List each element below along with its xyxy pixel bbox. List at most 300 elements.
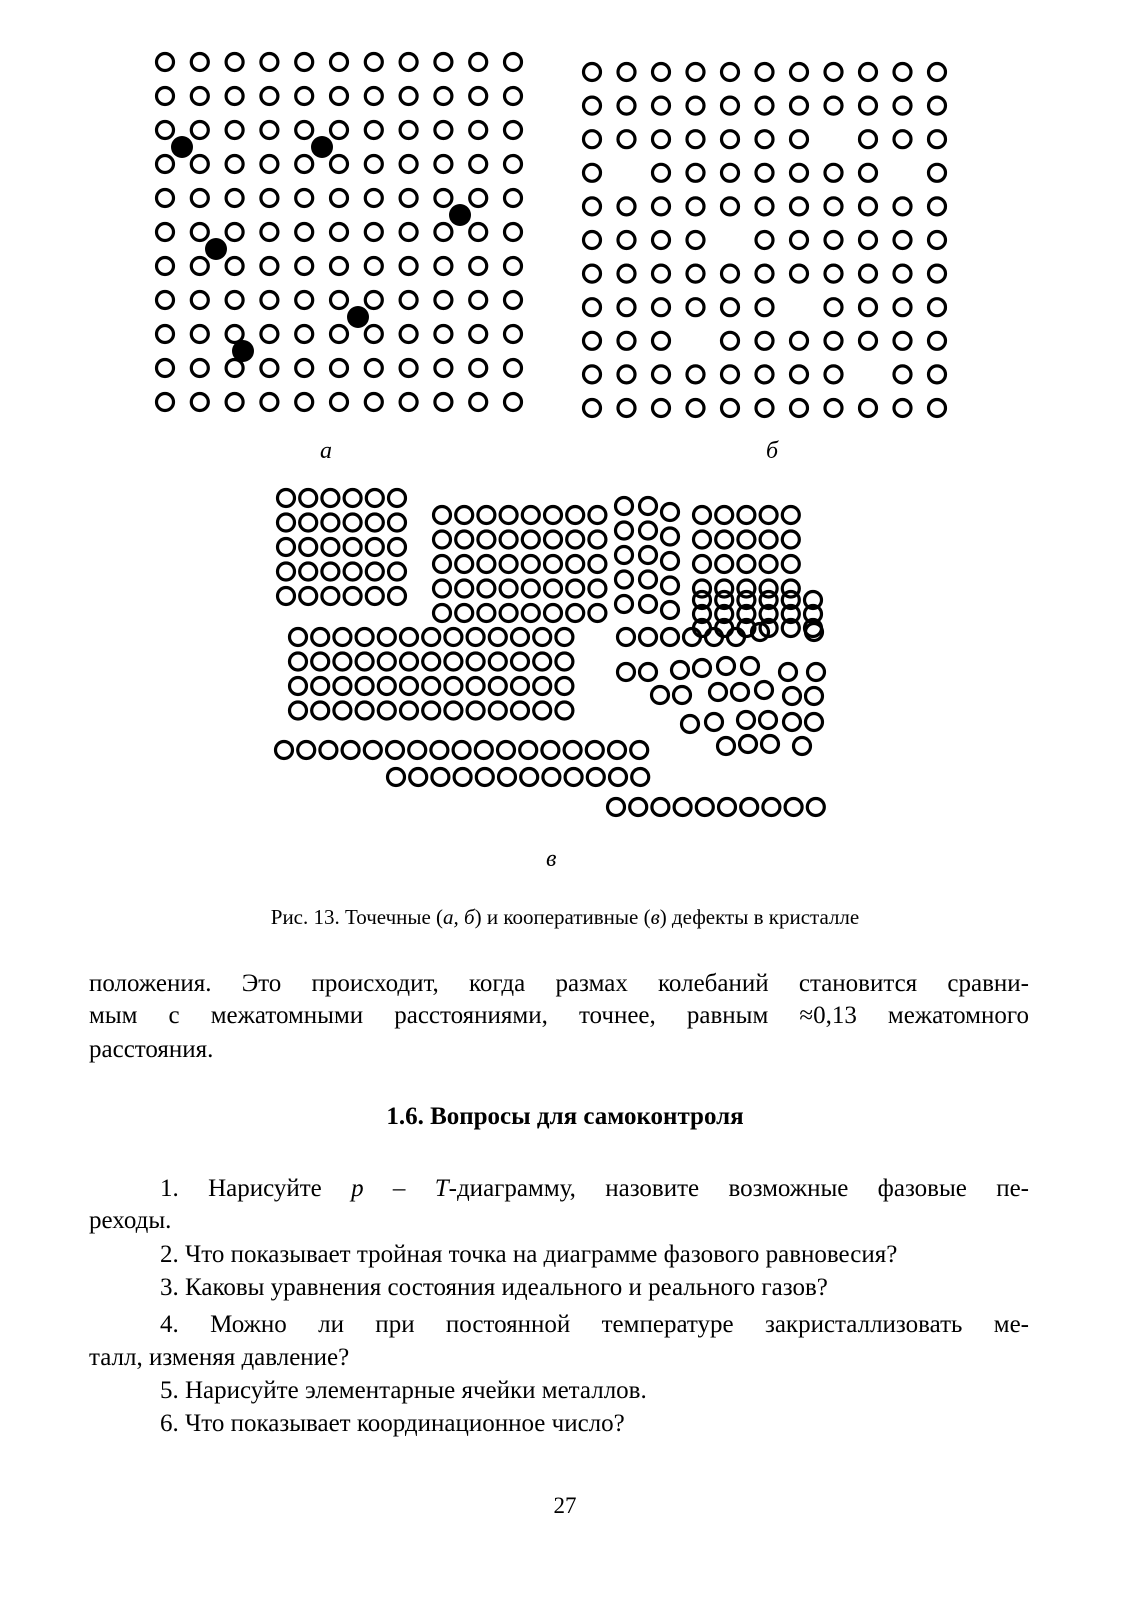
- caption-c: в: [650, 905, 660, 929]
- lattice-atom: [454, 769, 471, 786]
- lattice-atom: [696, 799, 713, 816]
- lattice-atom: [756, 232, 773, 249]
- disordered-atom: [618, 629, 635, 646]
- lattice-atom: [505, 156, 522, 173]
- lattice-atom: [278, 588, 295, 605]
- lattice-atom: [157, 360, 174, 377]
- lattice-atom: [489, 629, 506, 646]
- lattice-atom: [894, 131, 911, 148]
- lattice-atom: [365, 88, 382, 105]
- page-number: 27: [553, 1493, 577, 1518]
- question-3: 3. Каковы уравнения состояния идеального и реального газов?: [160, 1274, 828, 1301]
- disordered-atom: [674, 687, 691, 704]
- lattice-atom: [467, 629, 484, 646]
- lattice-atom: [589, 531, 606, 548]
- lattice-atom: [716, 507, 733, 524]
- lattice-atom: [763, 799, 780, 816]
- lattice-atom: [584, 131, 601, 148]
- lattice-atom: [456, 605, 473, 622]
- lattice-atom: [782, 556, 799, 573]
- lattice-atom: [608, 799, 625, 816]
- lattice-atom: [505, 190, 522, 207]
- lattice-atom: [157, 190, 174, 207]
- disordered-atom: [808, 664, 825, 681]
- lattice-atom: [296, 190, 313, 207]
- lattice-atom: [261, 258, 278, 275]
- lattice-atom: [278, 563, 295, 580]
- lattice-atom: [322, 514, 339, 531]
- lattice-atom: [387, 742, 404, 759]
- lattice-atom: [756, 131, 773, 148]
- lattice-atom: [618, 198, 635, 215]
- lattice-atom: [400, 54, 417, 71]
- lattice-atom: [157, 224, 174, 241]
- disordered-atom: [718, 658, 735, 675]
- caption-mid: ) и кооперативные (: [474, 905, 651, 929]
- lattice-atom: [296, 88, 313, 105]
- lattice-atom: [389, 539, 406, 556]
- interstitial-atom: [205, 238, 227, 260]
- lattice-atom: [400, 326, 417, 343]
- lattice-atom: [331, 360, 348, 377]
- lattice-atom: [929, 265, 946, 282]
- lattice-atom: [157, 258, 174, 275]
- lattice-atom: [366, 539, 383, 556]
- lattice-atom: [435, 394, 452, 411]
- lattice-atom: [791, 332, 808, 349]
- lattice-atom: [300, 514, 317, 531]
- lattice-atom: [320, 742, 337, 759]
- question-1: [89, 1173, 1029, 1205]
- lattice-atom: [331, 258, 348, 275]
- lattice-atom: [505, 54, 522, 71]
- lattice-atom: [226, 224, 243, 241]
- lattice-atom: [694, 507, 711, 524]
- lattice-atom: [470, 326, 487, 343]
- boundary-atom: [640, 498, 657, 515]
- lattice-atom: [500, 605, 517, 622]
- lattice-atom: [687, 299, 704, 316]
- lattice-atom: [556, 702, 573, 719]
- lattice-atom: [344, 563, 361, 580]
- disordered-atom: [718, 738, 735, 755]
- lattice-atom: [331, 326, 348, 343]
- lattice-atom: [587, 769, 604, 786]
- question-1-rest: -диаграмму, назовите возможные фазовые пе-: [448, 1175, 1029, 1202]
- lattice-atom: [364, 742, 381, 759]
- lattice-atom: [434, 605, 451, 622]
- lattice-atom: [191, 360, 208, 377]
- lattice-atom: [556, 629, 573, 646]
- lattice-atom: [618, 265, 635, 282]
- lattice-atom: [435, 190, 452, 207]
- lattice-atom: [226, 190, 243, 207]
- question-2: 2. Что показывает тройная точка на диаграмме фазового равновесия?: [160, 1241, 898, 1268]
- lattice-atom: [191, 394, 208, 411]
- question-1-math: p – T: [351, 1175, 449, 1202]
- lattice-atom: [365, 292, 382, 309]
- lattice-atom: [722, 131, 739, 148]
- lattice-atom: [191, 156, 208, 173]
- lattice-atom: [478, 580, 495, 597]
- lattice-atom: [423, 702, 440, 719]
- lattice-atom: [296, 258, 313, 275]
- lattice-atom: [226, 156, 243, 173]
- lattice-atom: [365, 394, 382, 411]
- lattice-atom: [653, 232, 670, 249]
- lattice-atom: [756, 299, 773, 316]
- lattice-atom: [584, 332, 601, 349]
- lattice-atom: [435, 258, 452, 275]
- lattice-atom: [191, 258, 208, 275]
- lattice-atom: [674, 799, 691, 816]
- disordered-atom: [742, 658, 759, 675]
- lattice-atom: [290, 653, 307, 670]
- lattice-atom: [894, 64, 911, 81]
- lattice-atom: [543, 769, 560, 786]
- boundary-atom: [616, 571, 633, 588]
- lattice-atom: [653, 265, 670, 282]
- lattice-atom: [687, 164, 704, 181]
- lattice-atom: [400, 292, 417, 309]
- lattice-atom: [618, 400, 635, 417]
- question-4-start: 4. Можно ли при постоянной температуре закристаллизовать ме-: [160, 1311, 1029, 1338]
- lattice-atom: [738, 507, 755, 524]
- lattice-atom: [157, 326, 174, 343]
- question-1-continuation: реходы.: [89, 1207, 172, 1234]
- lattice-atom: [389, 563, 406, 580]
- lattice-atom: [694, 556, 711, 573]
- lattice-atom: [782, 507, 799, 524]
- lattice-atom: [322, 588, 339, 605]
- lattice-atom: [738, 531, 755, 548]
- lattice-atom: [791, 198, 808, 215]
- lattice-atom: [435, 224, 452, 241]
- lattice-atom: [825, 232, 842, 249]
- lattice-atom: [860, 131, 877, 148]
- boundary-atom: [662, 504, 679, 521]
- lattice-atom: [653, 131, 670, 148]
- boundary-atom: [616, 498, 633, 515]
- lattice-atom: [687, 265, 704, 282]
- lattice-atom: [157, 292, 174, 309]
- lattice-atom: [586, 742, 603, 759]
- lattice-atom: [545, 556, 562, 573]
- lattice-atom: [366, 588, 383, 605]
- lattice-atom: [296, 360, 313, 377]
- lattice-atom: [534, 653, 551, 670]
- lattice-atom: [860, 400, 877, 417]
- lattice-atom: [522, 580, 539, 597]
- panel-label-b: б: [766, 438, 779, 464]
- lattice-atom: [191, 326, 208, 343]
- lattice-atom: [445, 629, 462, 646]
- boundary-atom: [640, 571, 657, 588]
- lattice-atom: [410, 769, 427, 786]
- lattice-atom: [719, 799, 736, 816]
- lattice-atom: [505, 360, 522, 377]
- disordered-atom: [794, 738, 811, 755]
- lattice-atom: [435, 360, 452, 377]
- lattice-atom: [512, 629, 529, 646]
- lattice-atom: [434, 507, 451, 524]
- lattice-atom: [618, 64, 635, 81]
- lattice-atom: [470, 88, 487, 105]
- lattice-atom: [261, 292, 278, 309]
- boundary-atom: [640, 596, 657, 613]
- lattice-atom: [431, 742, 448, 759]
- boundary-atom: [662, 528, 679, 545]
- lattice-atom: [296, 292, 313, 309]
- lattice-atom: [545, 507, 562, 524]
- lattice-atom: [478, 507, 495, 524]
- question-4: [89, 1309, 1029, 1341]
- lattice-atom: [226, 54, 243, 71]
- lattice-atom: [653, 64, 670, 81]
- lattice-atom: [296, 326, 313, 343]
- lattice-atom: [334, 678, 351, 695]
- lattice-atom: [435, 292, 452, 309]
- lattice-atom: [191, 224, 208, 241]
- lattice-atom: [365, 156, 382, 173]
- lattice-atom: [929, 332, 946, 349]
- lattice-atom: [365, 122, 382, 139]
- lattice-atom: [512, 653, 529, 670]
- lattice-atom: [467, 702, 484, 719]
- lattice-atom: [652, 799, 669, 816]
- lattice-atom: [756, 164, 773, 181]
- lattice-atom: [344, 490, 361, 507]
- disordered-atom: [762, 736, 779, 753]
- disordered-atom: [756, 682, 773, 699]
- lattice-atom: [290, 629, 307, 646]
- disordered-atom: [652, 687, 669, 704]
- lattice-atom: [584, 97, 601, 114]
- lattice-atom: [365, 258, 382, 275]
- lattice-atom: [478, 531, 495, 548]
- lattice-atom: [261, 326, 278, 343]
- lattice-atom: [445, 678, 462, 695]
- lattice-atom: [322, 490, 339, 507]
- disordered-atom: [732, 684, 749, 701]
- lattice-atom: [191, 54, 208, 71]
- lattice-atom: [435, 156, 452, 173]
- lattice-atom: [435, 326, 452, 343]
- lattice-atom: [400, 156, 417, 173]
- lattice-atom: [191, 190, 208, 207]
- lattice-atom: [860, 232, 877, 249]
- lattice-atom: [331, 190, 348, 207]
- lattice-atom: [226, 122, 243, 139]
- lattice-atom: [545, 580, 562, 597]
- lattice-atom: [226, 292, 243, 309]
- lattice-atom: [722, 332, 739, 349]
- lattice-atom: [344, 588, 361, 605]
- lattice-atom: [694, 531, 711, 548]
- boundary-atom: [640, 522, 657, 539]
- lattice-atom: [522, 531, 539, 548]
- lattice-atom: [618, 232, 635, 249]
- lattice-atom: [567, 556, 584, 573]
- lattice-atom: [791, 164, 808, 181]
- lattice-atom: [584, 400, 601, 417]
- lattice-atom: [470, 394, 487, 411]
- lattice-atom: [584, 232, 601, 249]
- lattice-atom: [584, 198, 601, 215]
- lattice-atom: [782, 531, 799, 548]
- lattice-atom: [334, 653, 351, 670]
- lattice-atom: [331, 394, 348, 411]
- lattice-atom: [687, 232, 704, 249]
- lattice-atom: [498, 742, 515, 759]
- lattice-atom: [894, 232, 911, 249]
- lattice-atom: [500, 531, 517, 548]
- lattice-atom: [722, 97, 739, 114]
- lattice-atom: [618, 97, 635, 114]
- lattice-atom: [791, 232, 808, 249]
- lattice-atom: [791, 366, 808, 383]
- lattice-atom: [500, 556, 517, 573]
- lattice-atom: [261, 54, 278, 71]
- lattice-atom: [929, 97, 946, 114]
- lattice-atom: [489, 678, 506, 695]
- lattice-atom: [334, 702, 351, 719]
- lattice-atom: [520, 742, 537, 759]
- lattice-atom: [470, 156, 487, 173]
- disordered-atom: [738, 712, 755, 729]
- lattice-atom: [722, 64, 739, 81]
- lattice-atom: [512, 702, 529, 719]
- lattice-atom: [331, 292, 348, 309]
- lattice-atom: [760, 531, 777, 548]
- lattice-atom: [929, 366, 946, 383]
- disordered-atom: [710, 684, 727, 701]
- lattice-atom: [278, 514, 295, 531]
- lattice-atom: [860, 97, 877, 114]
- lattice-atom: [760, 507, 777, 524]
- lattice-atom: [565, 769, 582, 786]
- lattice-atom: [400, 88, 417, 105]
- lattice-atom: [653, 198, 670, 215]
- lattice-atom: [331, 54, 348, 71]
- lattice-atom: [756, 265, 773, 282]
- lattice-atom: [687, 131, 704, 148]
- lattice-atom: [860, 64, 877, 81]
- lattice-atom: [791, 97, 808, 114]
- lattice-atom: [300, 588, 317, 605]
- lattice-atom: [453, 742, 470, 759]
- panel-label-c: в: [546, 846, 557, 872]
- lattice-atom: [584, 64, 601, 81]
- disordered-atom: [806, 688, 823, 705]
- lattice-atom: [226, 88, 243, 105]
- lattice-atom: [366, 563, 383, 580]
- lattice-atom: [567, 580, 584, 597]
- lattice-atom: [276, 742, 293, 759]
- lattice-atom: [630, 799, 647, 816]
- paragraph-line-3: расстояния.: [89, 1036, 214, 1063]
- lattice-atom: [785, 799, 802, 816]
- lattice-atom: [435, 122, 452, 139]
- lattice-atom: [653, 332, 670, 349]
- lattice-atom: [456, 556, 473, 573]
- lattice-atom: [290, 702, 307, 719]
- interstitial-atom: [449, 204, 471, 226]
- lattice-atom: [584, 164, 601, 181]
- lattice-atom: [894, 97, 911, 114]
- lattice-atom: [401, 702, 418, 719]
- disordered-atom: [640, 664, 657, 681]
- lattice-atom: [825, 198, 842, 215]
- lattice-atom: [505, 88, 522, 105]
- lattice-atom: [894, 366, 911, 383]
- lattice-atom: [322, 539, 339, 556]
- lattice-atom: [545, 531, 562, 548]
- lattice-atom: [894, 299, 911, 316]
- lattice-atom: [929, 299, 946, 316]
- lattice-atom: [567, 605, 584, 622]
- lattice-atom: [400, 258, 417, 275]
- lattice-atom: [432, 769, 449, 786]
- lattice-atom: [470, 360, 487, 377]
- lattice-atom: [400, 122, 417, 139]
- lattice-atom: [722, 400, 739, 417]
- lattice-atom: [365, 224, 382, 241]
- lattice-atom: [344, 514, 361, 531]
- lattice-atom: [860, 164, 877, 181]
- lattice-atom: [445, 653, 462, 670]
- lattice-atom: [807, 799, 824, 816]
- lattice-atom: [157, 88, 174, 105]
- lattice-atom: [716, 556, 733, 573]
- disordered-atom: [618, 664, 635, 681]
- lattice-atom: [722, 299, 739, 316]
- lattice-atom: [760, 556, 777, 573]
- lattice-atom: [567, 531, 584, 548]
- lattice-atom: [505, 326, 522, 343]
- lattice-atom: [618, 299, 635, 316]
- lattice-atom: [470, 190, 487, 207]
- lattice-atom: [825, 299, 842, 316]
- lattice-atom: [534, 702, 551, 719]
- lattice-atom: [478, 605, 495, 622]
- lattice-atom: [331, 88, 348, 105]
- lattice-atom: [388, 769, 405, 786]
- disordered-atom: [662, 629, 679, 646]
- lattice-atom: [378, 678, 395, 695]
- lattice-atom: [226, 326, 243, 343]
- lattice-atom: [400, 190, 417, 207]
- lattice-atom: [467, 678, 484, 695]
- lattice-atom: [365, 360, 382, 377]
- caption-suffix: ) дефекты в кристалле: [659, 905, 860, 929]
- lattice-atom: [631, 742, 648, 759]
- disordered-atom: [706, 714, 723, 731]
- lattice-atom: [825, 366, 842, 383]
- question-1-start: 1. Нарисуйте: [160, 1175, 352, 1202]
- lattice-atom: [191, 88, 208, 105]
- lattice-atom: [860, 265, 877, 282]
- lattice-atom: [791, 400, 808, 417]
- lattice-atom: [618, 366, 635, 383]
- lattice-atom: [157, 122, 174, 139]
- lattice-atom: [470, 54, 487, 71]
- lattice-atom: [825, 64, 842, 81]
- lattice-atom: [296, 156, 313, 173]
- lattice-atom: [378, 702, 395, 719]
- lattice-atom: [894, 198, 911, 215]
- lattice-atom: [261, 360, 278, 377]
